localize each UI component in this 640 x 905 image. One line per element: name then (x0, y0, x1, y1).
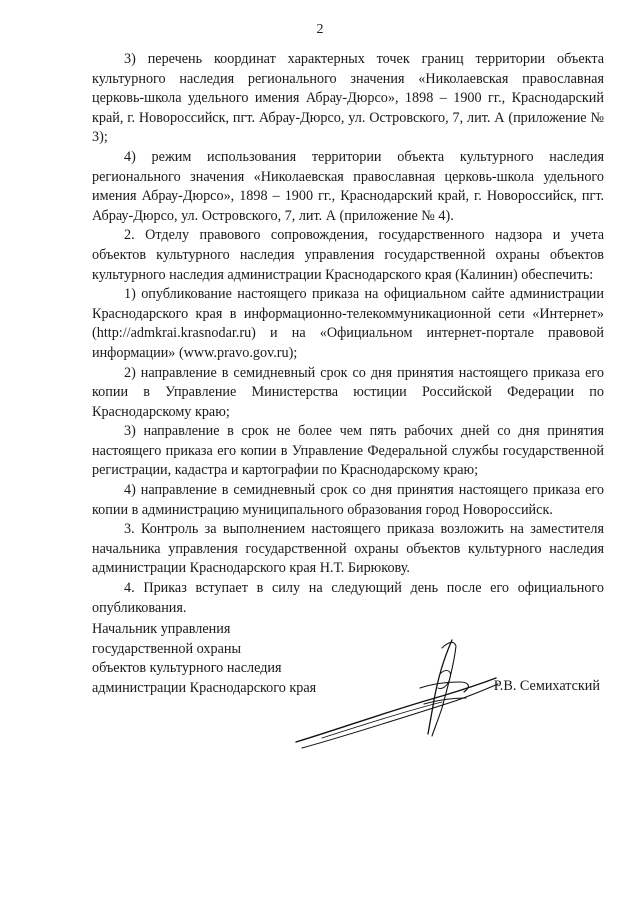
paragraph-section-4-effect: 4. Приказ вступает в силу на следующий день после его официального опубликования. (92, 580, 604, 616)
handwritten-signature (292, 638, 502, 758)
paragraph-ministry-justice: 2) направление в семидневный срок со дня принятия настоящего приказа его копии в Управление Министерства юстиции Российской Федерации по Краснодарскому краю; (92, 364, 604, 420)
page-number: 2 (316, 22, 324, 37)
paragraph-publication: 1) опубликование настоящего приказа на официальном сайте администрации Краснодарского края в информационно-телекоммуникационной сети «Интернет» (http://admkrai.krasnodar.ru) и на «Официальном интернет-портале правовой информации» (www.pravo.gov.ru); (92, 286, 604, 361)
signer-title (92, 620, 316, 698)
signer-title-line: администрации Краснодарского края (92, 679, 317, 696)
signature-block (92, 620, 604, 740)
paragraph-registration-service: 3) направление в срок не более чем пять рабочих дней со дня принятия настоящего приказа его копии в Управление Федеральной службы государственной регистрации, кадастра и картографии по Краснодарскому краю; (92, 423, 604, 479)
paragraph-item-4-regime: 4) режим использования территории объекта культурного наследия регионального значения «Николаевская православная церковь-школа удельного имения Абрау-Дюрсо», 1898 – 1900 гг., Краснодарский край, г. Новороссийск, пгт. Абрау-Дюрсо, ул. Островского, 7, лит. А (приложение № 4). (92, 148, 604, 224)
signer-title-line: государственной охраны (92, 640, 242, 657)
paragraph-item-3-coordinates: 3) перечень координат характерных точек границ территории объекта культурного наследия регионального значения «Николаевская православная церковь-школа удельного имения Абрау-Дюрсо», 1898 – 1900 гг., Краснодарский край, г. Новороссийск, пгт. Абрау-Дюрсо, ул. Островского, 7, лит. А (приложение № 3); (92, 51, 604, 146)
document-body (92, 50, 604, 618)
signature-stroke (296, 678, 496, 742)
signature-stroke (428, 640, 452, 734)
signer-name: Р.В. Семихатский (493, 678, 600, 694)
signature-stroke (302, 684, 498, 748)
signature-stroke (322, 702, 442, 738)
paragraph-section-3-control: 3. Контроль за выполнением настоящего приказа возложить на заместителя начальника управления государственной охраны объектов культурного наследия администрации Краснодарского края Н.Т. Бирюкову. (92, 521, 604, 577)
paragraph-section-2-department: 2. Отделу правового сопровождения, государственного надзора и учета объектов культурного наследия управления государственной охраны объектов культурного наследия администрации Краснодарского края (Калинин) обеспечить: (92, 227, 604, 283)
signer-title-line: объектов культурного наследия (92, 660, 282, 677)
paragraph-municipality: 4) направление в семидневный срок со дня принятия настоящего приказа его копии в администрацию муниципального образования город Новороссийск. (92, 482, 604, 518)
signer-title-line: Начальник управления (92, 621, 231, 637)
